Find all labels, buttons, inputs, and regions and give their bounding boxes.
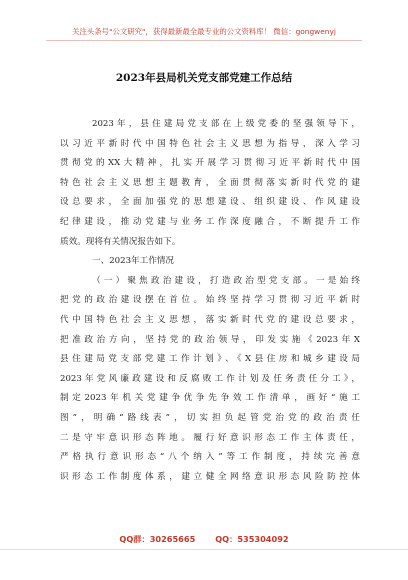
body-line: 2023年党风廉政建设和反腐败工作计划及任务责任分工》， <box>60 373 360 384</box>
body-line: 县住建局党支部党建工作计划》、《X县住房和城乡建设局 <box>60 354 360 365</box>
body-line: 2023年，县住建局党支部在上级党委的坚强领导下， <box>92 119 360 129</box>
body-line: 一、2023年工作情况 <box>92 256 175 267</box>
document-body <box>60 115 360 487</box>
body-line: 把准政治方向，坚持党的政治领导，印发实施《2023年X <box>60 334 360 345</box>
body-line: 特色社会主义思想主题教育，全面贯彻落实新时代党的建 <box>60 177 360 188</box>
qq-label: QQ： <box>215 534 238 544</box>
body-line: （一）聚焦政治建设，打造政治型党支部。一是始终 <box>92 275 360 286</box>
body-line: 纪律建设，推动党建与业务工作深度融合，不断提升工作 <box>60 216 360 227</box>
body-line: 图”，明确“路线表”，切实担负起管党治党的政治责任 <box>60 412 360 423</box>
body-line: 制定2023年机关党建争优争先争效工作清单，画好“施工 <box>60 393 360 404</box>
footer-divider <box>0 549 408 550</box>
document-title: 2023年县局机关党支部党建工作总结 <box>115 72 293 84</box>
header-divider <box>46 40 362 41</box>
body-line: 把党的政治建设摆在首位。始终坚持学习贯彻习近平新时 <box>60 295 360 306</box>
qq-group-number: 30265665 <box>149 534 196 544</box>
qq-number: 535304092 <box>237 534 289 544</box>
header-banner: 关注头条号"公文研究"，获得最新最全最专业的公文资料库！ 微信：gongwenyj <box>72 27 336 36</box>
body-line: 贯彻党的XX大精神，扎实开展学习贯彻习近平新时代中国 <box>60 158 360 169</box>
body-line: 二是守牢意识形态阵地。履行好意识形态工作主体责任， <box>60 432 360 443</box>
body-line: 识形态工作制度体系，建立健全网络意识形态风险防控体 <box>60 471 360 482</box>
body-line: 设总要求，全面加强党的思想建设、组织建设、作风建设 <box>60 197 360 208</box>
body-line: 代中国特色社会主义思想，落实新时代党的建设总要求， <box>60 314 360 325</box>
body-line: 严格执行意识形态“八个纳入”等工作制度，持续完善意 <box>60 452 360 463</box>
body-line: 质效。现将有关情况报告如下。 <box>60 236 181 247</box>
body-line: 以习近平新时代中国特色社会主义思想为指导，深入学习 <box>60 138 360 149</box>
qq-group-label: QQ群： <box>119 534 150 544</box>
footer-contact <box>0 534 408 545</box>
